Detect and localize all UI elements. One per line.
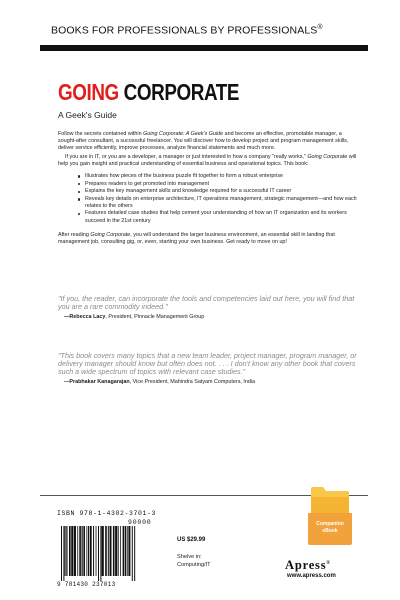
endorser-name: —Prabhakar Kanagarajan	[64, 379, 130, 385]
publisher-url: www.apress.com	[287, 573, 336, 579]
feature-item: Reveals key details on enterprise architecture, IT operations management, strategic management—and how each relates to the others	[78, 196, 358, 210]
endorser-role: , President, Pinnacle Management Group	[105, 314, 205, 320]
feature-list	[78, 173, 358, 225]
endorsement-quote: "This book covers many topics that a new team leader, project manager, program manager, or delivery manager should know but often does not. . . . I don't know any other book that covers such a wide spectrum of topics with relevant case studies."	[58, 351, 357, 376]
blurb	[58, 131, 358, 247]
endorsement-quote: "If you, the reader, can incorporate the tools and competencies laid out here, you will find that you are a rare commodity indeed."	[58, 294, 355, 311]
title-going: GOING	[58, 79, 119, 105]
price-code: 90000	[128, 519, 152, 526]
price: US $29.99	[177, 537, 206, 543]
book-title	[58, 81, 239, 104]
blurb-text: , you will understand the larger business environment, an essential skill in landing that management job, consulting gig, or, even, starting your own business. Get ready to move on up!	[58, 231, 335, 245]
ebook-label-line-2: eBook	[322, 527, 338, 534]
isbn-number: ISBN 978-1-4302-3701-3	[57, 510, 157, 517]
endorser-role: , Vice President, Mahindra Satyam Computers, India	[129, 379, 256, 385]
publisher-logo	[285, 558, 331, 573]
barcode-block	[57, 510, 165, 590]
blurb-text: will help you gain insight and practical understanding of essential business and operational topics. This book:	[58, 153, 357, 167]
endorsement-attribution	[64, 314, 358, 320]
blurb-paragraph-1	[58, 131, 358, 152]
publisher-mark: ®	[326, 560, 331, 566]
feature-item: Prepares readers to get promoted into management	[78, 181, 358, 188]
folder-icon	[308, 483, 352, 517]
feature-item: Features detailed case studies that help cement your understanding of how an IT organization and its workers succeed in the 21st century	[78, 210, 358, 224]
ebook-label	[308, 513, 352, 545]
blurb-text: Follow the secrets contained within	[58, 131, 144, 137]
blurb-book-title: Going Corporate	[307, 153, 348, 160]
barcode-icon	[57, 526, 165, 581]
barcode-digits: 9 781430 237013	[57, 581, 116, 588]
shelving-info	[177, 553, 211, 569]
blurb-paragraph-3	[58, 232, 358, 246]
registered-mark: ®	[317, 24, 323, 31]
blurb-book-title: Going Corporate: A Geek's Guide	[143, 131, 224, 137]
blurb-book-title: Going Corporate	[90, 231, 131, 238]
endorsement-1	[58, 295, 358, 320]
shelve-label: Shelve in:	[177, 554, 202, 560]
blurb-paragraph-2	[58, 154, 358, 168]
feature-item: Illustrates how pieces of the business puzzle fit together to form a robust enterprise	[78, 173, 358, 180]
series-text: BOOKS FOR PROFESSIONALS BY PROFESSIONALS	[51, 24, 318, 37]
series-tagline	[51, 24, 323, 37]
companion-ebook-badge	[308, 483, 352, 545]
feature-item: Explains the key management skills and knowledge required for a successful IT career	[78, 188, 358, 195]
endorsement-2	[58, 352, 358, 385]
book-subtitle: A Geek's Guide	[58, 110, 117, 120]
publisher-name: Apress	[285, 558, 327, 572]
blurb-text: If you are in IT, or you are a developer, a manager or just interested in how a company "really works,"	[65, 153, 308, 160]
blurb-text: After reading	[58, 231, 91, 238]
endorser-name: —Rebecca Lacy	[64, 314, 106, 320]
shelve-category: Computing/IT	[177, 562, 211, 568]
blurb-text: and become an effective, promotable manager, a sought-after consultant, a successful freelancer. You will discover how to develop project and program management skills, deliver service efficiently, improve processes, analyze financial statements and much more.	[58, 131, 349, 152]
endorsement-attribution	[64, 379, 358, 385]
top-rule	[40, 45, 368, 51]
title-corporate: CORPORATE	[123, 79, 240, 105]
ebook-label-line-1: Companion	[316, 521, 344, 527]
